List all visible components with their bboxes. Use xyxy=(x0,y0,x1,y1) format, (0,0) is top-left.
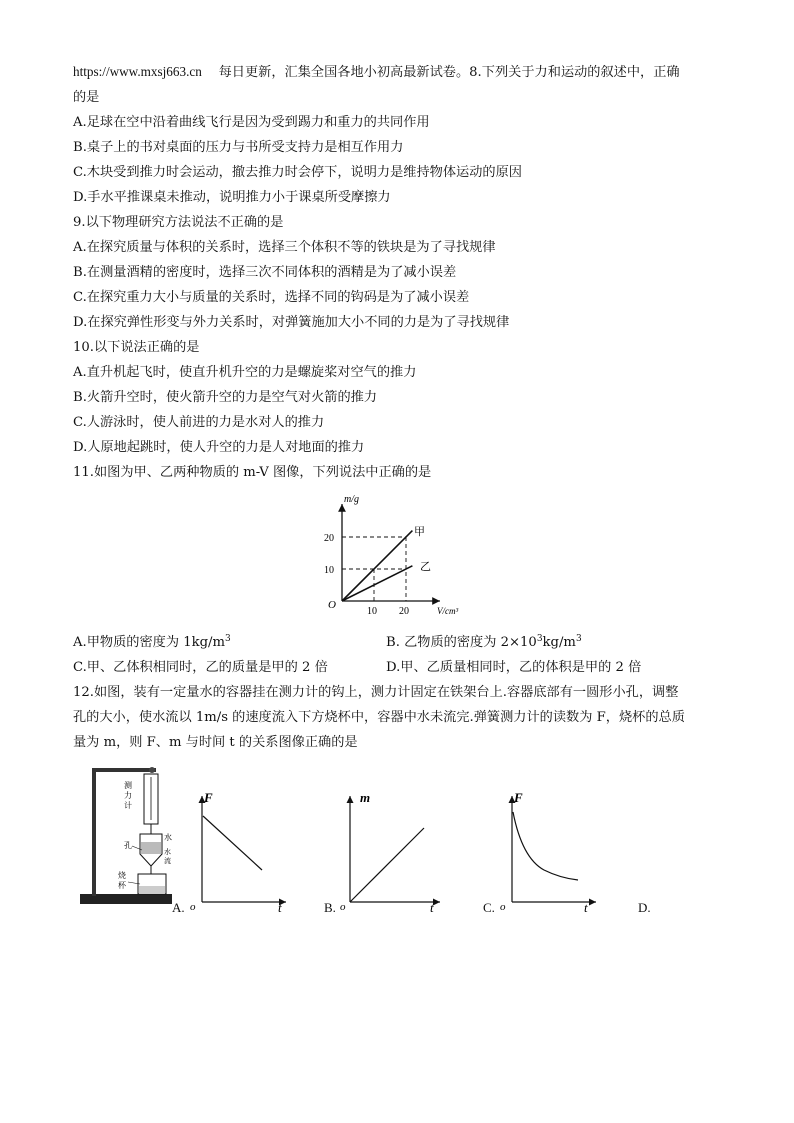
y-axis-label: m/g xyxy=(344,494,359,505)
q8-option-c: C.木块受到推力时会运动，撤去推力时会停下，说明力是维持物体运动的原因 xyxy=(73,165,522,180)
q12-graph-a xyxy=(186,788,296,916)
series-label-jia: 甲 xyxy=(414,526,425,538)
svg-text:m: m xyxy=(360,790,371,805)
svg-text:水: 水 xyxy=(164,848,171,856)
series-line-1 xyxy=(342,566,412,601)
svg-text:o: o xyxy=(340,901,346,913)
x-tick-10: 10 xyxy=(367,606,377,617)
site-url[interactable]: https://www.mxsj663.cn xyxy=(73,64,202,79)
q9-stem: 9.以下物理研究方法说法不正确的是 xyxy=(73,215,284,230)
q10-option-c: C.人游泳时，使人前进的力是水对人的推力 xyxy=(73,415,325,430)
curve-b xyxy=(350,828,424,902)
svg-text:流: 流 xyxy=(164,857,171,865)
q9-option-c: C.在探究重力大小与质量的关系时，选择不同的钩码是为了减小误差 xyxy=(73,290,470,305)
q12-option-c-label[interactable]: C. xyxy=(483,900,495,915)
q11-option-a-text: A.甲物质的密度为 1kg/m xyxy=(73,635,225,650)
q12-stem-3: 量为 m，则 F、m 与时间 t 的关系图像正确的是 xyxy=(73,735,358,750)
q11-mv-chart xyxy=(310,490,480,620)
x-axis-label: V/cm³ xyxy=(437,606,459,616)
svg-text:t: t xyxy=(278,900,282,915)
svg-text:烧: 烧 xyxy=(118,871,126,880)
q11-stem: 11.如图为甲、乙两种物质的 m-V 图像，下列说法中正确的是 xyxy=(73,465,432,480)
q8-option-b: B.桌子上的书对桌面的压力与书所受支持力是相互作用力 xyxy=(73,140,404,155)
svg-text:测: 测 xyxy=(124,781,132,790)
apparatus-figure xyxy=(76,762,176,912)
svg-text:水: 水 xyxy=(164,833,172,842)
q12-graph-c xyxy=(496,788,606,916)
origin-label: O xyxy=(328,599,336,611)
q12-option-b-label[interactable]: B. xyxy=(324,900,336,915)
x-tick-20: 20 xyxy=(399,606,409,617)
q10-option-a: A.直升机起飞时，使直升机升空的力是螺旋桨对空气的推力 xyxy=(73,365,417,380)
q10-option-b: B.火箭升空时，使火箭升空的力是空气对火箭的推力 xyxy=(73,390,378,405)
svg-text:o: o xyxy=(190,901,196,913)
q11-option-b-sup1: 3 xyxy=(536,634,543,644)
q12-stem-2: 孔的大小，使水流以 1m/s 的速度流入下方烧杯中，容器中水未流完.弹簧测力计的读数为 F，烧杯的总质 xyxy=(73,710,685,725)
q11-option-c: C.甲、乙体积相同时，乙的质量是甲的 2 倍 xyxy=(73,660,328,675)
q11-option-b-sup2: 3 xyxy=(575,634,582,644)
q11-option-b-text: B. 乙物质的密度为 2×10 xyxy=(386,635,537,650)
q8-option-a: A.足球在空中沿着曲线飞行是因为受到踢力和重力的共同作用 xyxy=(73,115,430,130)
q8-stem: 8.下列关于力和运动的叙述中，正确 xyxy=(469,65,680,80)
y-tick-20: 20 xyxy=(324,533,334,544)
svg-text:t: t xyxy=(430,900,434,915)
q12-stem-1: 12.如图，装有一定量水的容器挂在测力计的钩上，测力计固定在铁架台上.容器底部有一圆形小孔，调整 xyxy=(73,685,679,700)
svg-text:F: F xyxy=(514,790,523,805)
svg-text:力: 力 xyxy=(124,791,132,800)
svg-text:t: t xyxy=(584,900,588,915)
q12-option-a-label[interactable]: A. xyxy=(172,900,185,915)
svg-text:计: 计 xyxy=(124,801,132,810)
curve-c xyxy=(513,812,578,880)
q9-option-a: A.在探究质量与体积的关系时，选择三个体积不等的铁块是为了寻找规律 xyxy=(73,240,496,255)
series-label-yi: 乙 xyxy=(420,561,431,573)
slogan: 每日更新，汇集全国各地小初高最新试卷。 xyxy=(218,65,470,80)
q9-option-b: B.在测量酒精的密度时，选择三次不同体积的酒精是为了减小误差 xyxy=(73,265,457,280)
q8-stem-cont: 的是 xyxy=(73,90,100,105)
q8-option-d: D.手水平推课桌未推动，说明推力小于课桌所受摩擦力 xyxy=(73,190,391,205)
q10-option-d: D.人原地起跳时，使人升空的力是人对地面的推力 xyxy=(73,440,365,455)
q11-option-a-sup: 3 xyxy=(225,634,231,644)
header-line xyxy=(73,62,680,83)
svg-text:o: o xyxy=(500,901,506,913)
q11-option-a xyxy=(73,633,231,653)
q10-stem: 10.以下说法正确的是 xyxy=(73,340,200,355)
svg-text:孔: 孔 xyxy=(124,841,132,850)
svg-text:杯: 杯 xyxy=(118,881,126,890)
y-tick-10: 10 xyxy=(324,565,334,576)
q11-option-d: D.甲、乙质量相同时，乙的体积是甲的 2 倍 xyxy=(386,660,642,675)
q12-option-d-label[interactable]: D. xyxy=(638,900,651,915)
q11-option-b-unit: kg/m xyxy=(542,635,576,650)
q9-option-d: D.在探究弹性形变与外力关系时，对弹簧施加大小不同的力是为了寻找规律 xyxy=(73,315,510,330)
series-line-0 xyxy=(342,531,412,601)
q12-graph-b xyxy=(340,788,450,916)
curve-a xyxy=(203,816,262,870)
svg-text:F: F xyxy=(204,790,213,805)
q11-option-b xyxy=(386,633,582,653)
